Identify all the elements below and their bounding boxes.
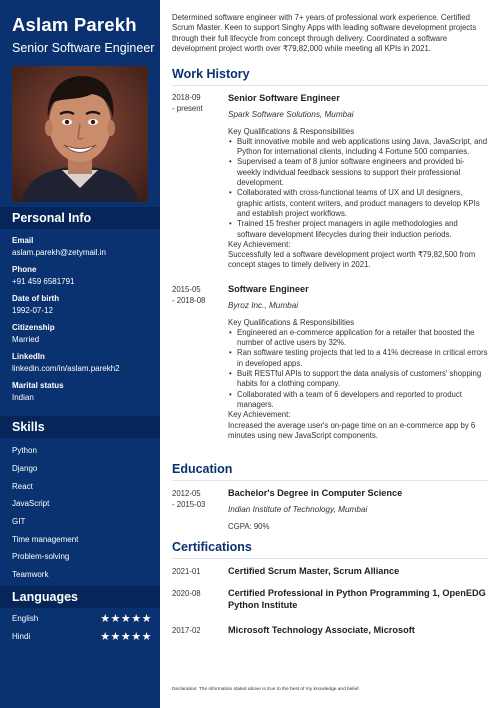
star-rating-icon: ★★★★★ [100,630,152,643]
job-date-start: 2018-09 [172,93,201,102]
qualifications-heading: Key Qualifications & Responsibilities [228,126,355,136]
summary-text: Determined software engineer with 7+ years of professional work experience. Certified Scrum Master. Keen to support Singhy Apps with leading software development projects through their full lifecycle from concept through delivery. Coordinated a software development project worth over ₹79,82,000 while meeting all KPIs in 2021. [172,13,477,53]
info-citizenship-label: Citizenship [12,323,55,332]
qualifications-heading: Key Qualifications & Responsibilities [228,317,355,327]
info-phone [12,265,157,286]
list-item: • Built innovative mobile and web applications using Java, JavaScript, and Python for international clients, including 4 Fortune 500 companies. [228,137,488,158]
skill-item: Problem-solving [12,552,70,561]
info-phone-label: Phone [12,265,37,274]
skill-item: GIT [12,517,26,526]
list-item: • Built RESTful APIs to support the data analysis of customers' shopping habits for a clothing company. [228,369,488,390]
list-item: • Collaborated with cross-functional teams of UX and UI designers, graphic artists, content writers, and product managers to develop KPIs and establish project workflows. [228,188,488,219]
skill-item: React [12,482,33,491]
cert-date: 2020-08 [172,589,201,598]
profile-photo [12,66,148,202]
language-hindi [12,632,152,641]
info-linkedin-value: linkedin.com/in/aslam.parekh2 [12,364,120,373]
education-date-start: 2012-05 [172,489,201,498]
language-english [12,614,152,623]
responsibility-list [228,137,488,240]
degree-title: Bachelor's Degree in Computer Science [228,488,403,498]
info-dob [12,294,157,315]
skills-heading: Skills [0,416,160,438]
cgpa-text: CGPA: 90% [228,521,270,531]
skill-item: Django [12,464,38,473]
skill-item: JavaScript [12,499,50,508]
info-citizenship [12,323,157,344]
cert-date: 2017-02 [172,626,201,635]
info-linkedin-label: LinkedIn [12,352,45,361]
list-item: • Supervised a team of 8 junior software engineers and provided bi-weekly individual feedback sessions to support their professional development. [228,157,488,188]
info-phone-value: +91 459 6581791 [12,277,75,286]
skill-item: Time management [12,535,79,544]
list-item: • Engineered an e-commerce application for a retailer that boosted the number of active users by 32%. [228,328,488,349]
achievement-heading: Key Achievement: [228,239,291,249]
skill-item: Teamwork [12,570,49,579]
cert-entry [228,565,488,577]
job-entry [228,93,488,271]
info-dob-value: 1992-07-12 [12,306,53,315]
job-entry [228,284,488,441]
language-name: English [12,614,39,623]
candidate-title: Senior Software Engineer [12,41,155,55]
declaration-text: Declaration: The information stated above is true to the best of my knowledge and belief. [172,687,360,692]
job-date-end: - present [172,103,203,113]
cert-entry [228,624,488,636]
certifications-heading: Certifications [172,540,488,559]
achievement-text: Successfully led a software development project worth ₹79,82,500 from concept stages to timely delivery in 2021. [228,250,476,270]
job-title: Software Engineer [228,284,309,294]
list-item: • Collaborated with a team of 6 developers and reported to product managers. [228,390,488,411]
personal-info-heading: Personal Info [0,207,160,229]
sidebar [0,0,160,708]
job-date-start: 2015-05 [172,285,201,294]
skill-item: Python [12,446,37,455]
education-heading: Education [172,462,488,481]
responsibility-list [228,328,488,410]
info-citizenship-value: Married [12,335,40,344]
job-date [172,285,224,306]
info-linkedin [12,352,157,373]
achievement-text: Increased the average user's on-page time on an e-commerce app by 6 minutes using new JavaScript components. [228,420,476,440]
info-email-label: Email [12,236,34,245]
list-item: • Trained 15 fresher project managers in agile methodologies and software development lifecycles during their induction periods. [228,219,488,240]
info-dob-label: Date of birth [12,294,60,303]
cert-entry [228,587,488,611]
language-name: Hindi [12,632,31,641]
education-date-end: - 2015-03 [172,499,206,509]
info-marital-label: Marital status [12,381,64,390]
cert-title: Certified Scrum Master, Scrum Alliance [228,566,400,576]
info-email [12,236,157,257]
profile-photo-illustration [12,66,148,202]
job-date-end: - 2018-08 [172,295,206,305]
candidate-name: Aslam Parekh [12,14,137,35]
info-marital [12,381,157,402]
job-date [172,93,224,114]
info-marital-value: Indian [12,393,34,402]
education-date [172,489,224,510]
cert-title: Microsoft Technology Associate, Microsoft [228,625,415,635]
job-company: Byroz Inc., Mumbai [228,301,299,311]
job-company: Spark Software Solutions, Mumbai [228,110,354,120]
job-title: Senior Software Engineer [228,93,340,103]
info-email-value: aslam.parekh@zetymail.in [12,248,106,257]
school-name: Indian Institute of Technology, Mumbai [228,505,368,515]
list-item: • Ran software testing projects that led to a 41% decrease in critical errors in developed apps. [228,348,488,369]
cert-date: 2021-01 [172,567,201,576]
cert-title: Certified Professional in Python Programming 1, OpenEDG Python Institute [228,588,486,610]
languages-heading: Languages [0,586,160,608]
work-history-heading: Work History [172,67,488,86]
achievement-heading: Key Achievement: [228,410,291,420]
education-entry [228,488,488,532]
star-rating-icon: ★★★★★ [100,612,152,625]
